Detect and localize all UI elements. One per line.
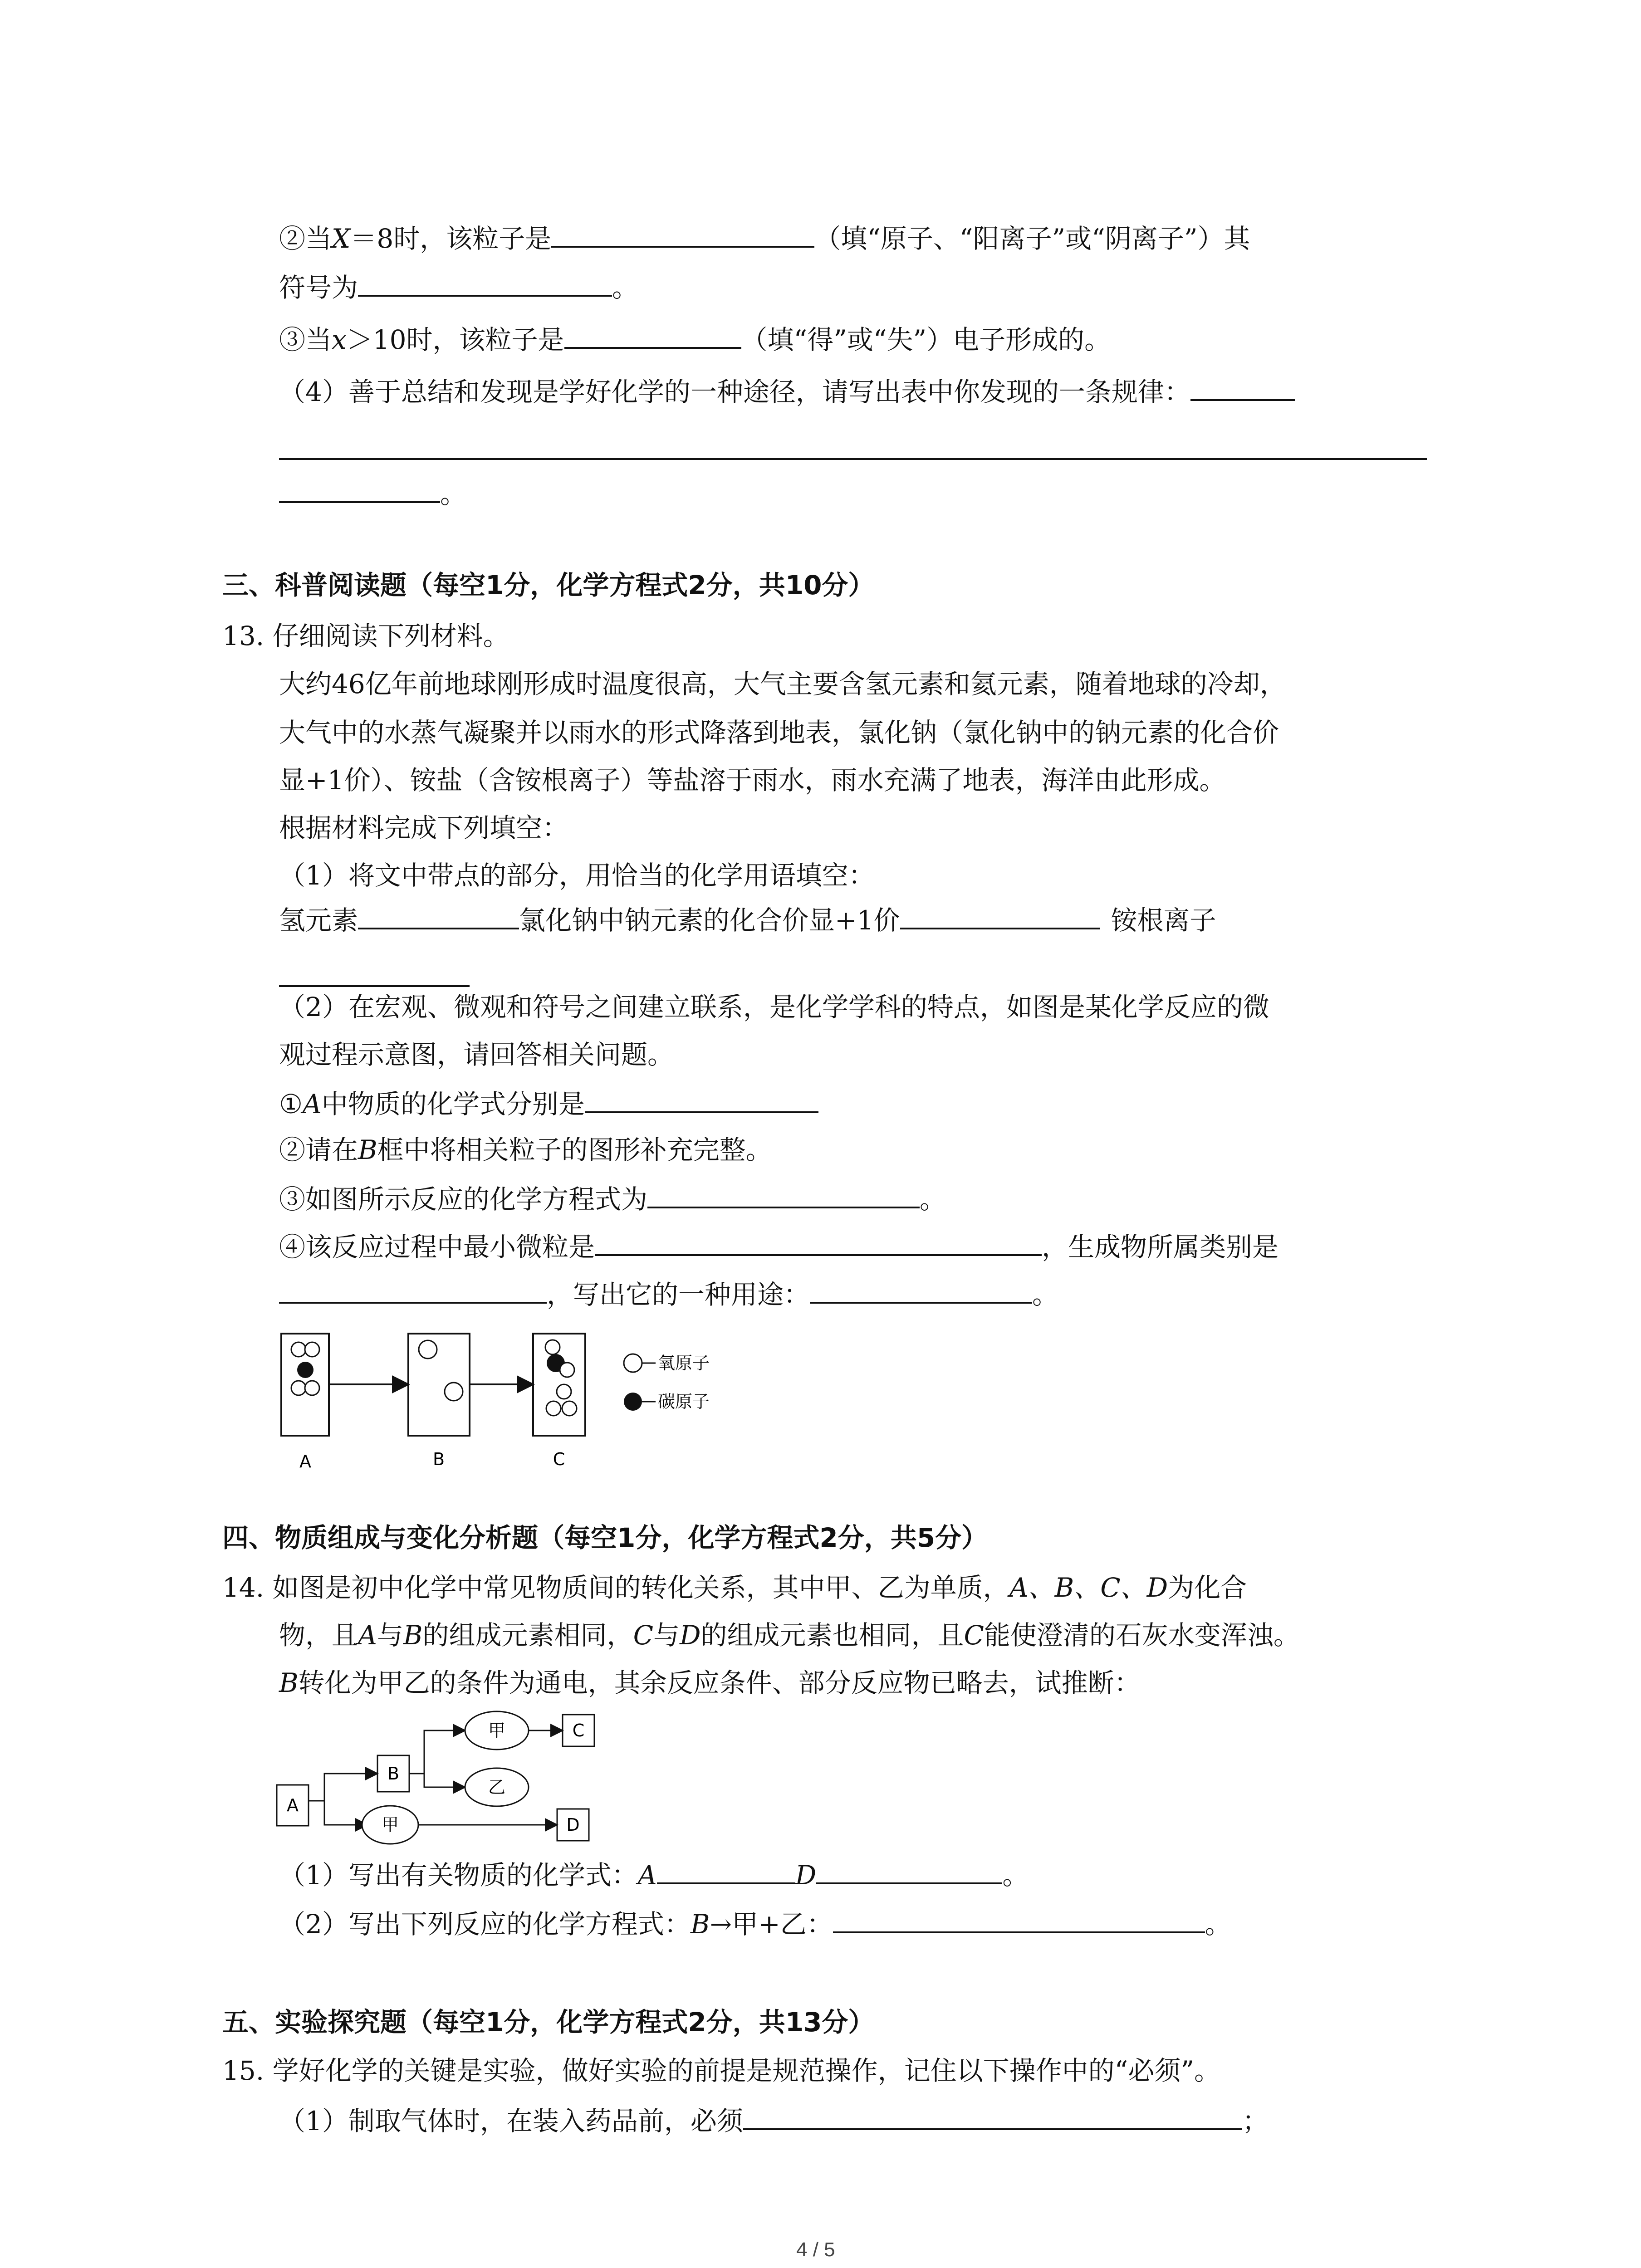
question-stem: 15. 学好化学的关键是实验，做好实验的前提是规范操作，记住以下操作中的“必须”。: [222, 2055, 1220, 2086]
text: 与: [653, 1620, 680, 1651]
answer-rule[interactable]: [279, 985, 470, 987]
question-stem: 13. 仔细阅读下列材料。: [222, 621, 509, 651]
period: 。: [440, 479, 467, 509]
text: ，写出它的一种用途：: [547, 1279, 810, 1310]
carbon-atom-icon: [297, 1362, 314, 1378]
answer-blank[interactable]: [900, 900, 1100, 929]
transformation-diagram: [272, 1706, 617, 1851]
answer-blank[interactable]: [595, 1227, 1042, 1256]
period: 。: [1205, 1909, 1231, 1940]
var-a: A: [303, 1089, 322, 1119]
q12-sub4-end: [279, 474, 466, 512]
q14-sub2: [279, 1904, 1231, 1942]
answer-blank[interactable]: [833, 1904, 1205, 1933]
q13-sub2: 观过程示意图，请回答相关问题。: [279, 1039, 674, 1070]
var-x: X: [332, 223, 351, 254]
answer-blank[interactable]: [551, 219, 814, 248]
oxygen-atom-icon: [546, 1401, 561, 1416]
arrow: [324, 1801, 367, 1825]
q14-line1: [222, 1569, 1247, 1606]
q12-sub2-line1: [279, 219, 1250, 257]
hint-text: （填“原子、“阳离子”或“阴离子”）其: [814, 223, 1250, 254]
section-heading: 四、物质组成与变化分析题（每空1分，化学方程式2分，共5分）: [222, 1522, 988, 1553]
label-yi: 乙: [488, 1777, 506, 1797]
oxygen-atom-icon: [562, 1401, 577, 1416]
label-c: C: [572, 1721, 585, 1740]
page-number: 4 / 5: [796, 2239, 835, 2261]
oxygen-atom-icon: [291, 1342, 306, 1357]
q14-sub1: [279, 1855, 1029, 1893]
q12-sub3: [279, 320, 1111, 358]
answer-blank[interactable]: [647, 1179, 920, 1208]
answer-blank[interactable]: [816, 1855, 1002, 1884]
section-heading: 三、科普阅读题（每空1分，化学方程式2分，共10分）: [222, 570, 875, 601]
text: （4）善于总结和发现是学好化学的一种途径，请写出表中你发现的一条规律：: [279, 376, 1190, 407]
period: 。: [920, 1184, 946, 1215]
var: D: [679, 1620, 701, 1651]
oxygen-atom-icon: [560, 1363, 574, 1377]
q13-q4-line2: [279, 1275, 1058, 1313]
text: （1）制取气体时，在装入药品前，必须: [279, 2106, 743, 2136]
oxygen-atom-icon: [291, 1381, 306, 1395]
text: 符号为: [279, 272, 358, 303]
answer-blank[interactable]: [810, 1275, 1032, 1304]
text: ③当: [279, 324, 332, 355]
var: A: [358, 1620, 377, 1651]
oxygen-atom-icon: [557, 1384, 571, 1399]
vars: A、B、C、D: [1009, 1572, 1168, 1603]
q14-line2: [279, 1617, 1300, 1653]
label-a: A: [287, 1795, 299, 1815]
text: 框中将相关粒子的图形补充完整。: [377, 1134, 772, 1165]
answer-blank[interactable]: [743, 2101, 1242, 2130]
text: 氯化钠中钠元素的化合价显+1价: [519, 905, 900, 936]
text: 为化合: [1168, 1572, 1247, 1603]
arrow: [309, 1774, 377, 1801]
text: →甲+乙：: [710, 1909, 833, 1940]
text: ＝8时，该粒子是: [350, 223, 552, 254]
q15-sub1: [279, 2101, 1269, 2139]
section-heading: 五、实验探究题（每空1分，化学方程式2分，共13分）: [222, 2007, 875, 2038]
reading-para: 大约46亿年前地球刚形成时温度很高，大气主要含氢元素和氦元素，随着地球的冷却，: [279, 669, 1286, 699]
legend-oxygen: 氧原子: [658, 1353, 710, 1373]
text: ①: [279, 1089, 303, 1119]
text: 的组成元素也相同，且: [700, 1620, 964, 1651]
label-b: B: [387, 1764, 400, 1784]
text: ，生成物所属类别是: [1042, 1232, 1279, 1262]
text: 氢元素: [279, 905, 358, 936]
text: ④该反应过程中最小微粒是: [279, 1232, 595, 1262]
text: ＞10时，该粒子是: [346, 324, 564, 355]
period: 。: [1002, 1860, 1029, 1891]
label-jia: 甲: [381, 1815, 399, 1835]
q13-q1: [279, 1084, 818, 1122]
label-c: C: [553, 1449, 565, 1469]
var-b: B: [358, 1134, 377, 1165]
var: A: [637, 1860, 657, 1891]
text: 物，且: [279, 1620, 358, 1651]
carbon-legend-icon: [624, 1393, 642, 1411]
label-d: D: [566, 1815, 580, 1835]
semicolon: ；: [1242, 2106, 1269, 2136]
arrow: [409, 1730, 465, 1774]
oxygen-atom-icon: [545, 1340, 560, 1354]
text: 铵根离子: [1111, 905, 1216, 936]
oxygen-atom-icon: [305, 1342, 319, 1357]
answer-blank[interactable]: [358, 268, 612, 297]
answer-blank[interactable]: [279, 1275, 547, 1304]
q14-line3: [279, 1665, 1141, 1701]
label-a: A: [299, 1452, 311, 1471]
var: C: [964, 1620, 984, 1651]
var: B: [690, 1909, 710, 1940]
q13-sub2: （2）在宏观、微观和符号之间建立联系，是化学学科的特点，如图是某化学反应的微: [279, 992, 1269, 1022]
q13-sub1: （1）将文中带点的部分，用恰当的化学用语填空：: [279, 860, 875, 891]
answer-blank[interactable]: [657, 1855, 795, 1884]
arrow: [424, 1774, 465, 1787]
oxygen-atom-icon: [305, 1381, 319, 1395]
answer-rule[interactable]: [279, 458, 1427, 460]
text: 转化为甲乙的条件为通电，其余反应条件、部分反应物已略去，试推断：: [298, 1667, 1141, 1698]
answer-blank[interactable]: [279, 474, 440, 503]
q13-q3: [279, 1179, 946, 1217]
oxygen-legend-icon: [624, 1354, 642, 1372]
var-x: x: [332, 324, 347, 355]
reading-para: 显+1价）、铵盐（含铵根离子）等盐溶于雨水，雨水充满了地表，海洋由此形成。: [279, 765, 1226, 796]
answer-blank[interactable]: [358, 900, 519, 929]
answer-blank[interactable]: [1190, 372, 1295, 401]
reaction-diagram: [272, 1325, 771, 1479]
label-jia: 甲: [488, 1721, 506, 1740]
oxygen-atom-icon: [419, 1340, 437, 1359]
answer-blank[interactable]: [585, 1084, 818, 1113]
text: 与: [377, 1620, 403, 1651]
text: ③如图所示反应的化学方程式为: [279, 1184, 648, 1215]
q13-q4: [279, 1227, 1279, 1265]
answer-blank[interactable]: [564, 320, 741, 349]
var: B: [403, 1620, 423, 1651]
hint-text: （填“得”或“失”）电子形成的。: [741, 324, 1111, 355]
label-b: B: [432, 1449, 445, 1469]
period: 。: [612, 272, 639, 303]
oxygen-atom-icon: [445, 1383, 463, 1401]
text: （1）写出有关物质的化学式：: [279, 1860, 638, 1891]
text: （2）写出下列反应的化学方程式：: [279, 1909, 691, 1940]
text: 能使澄清的石灰水变浑浊。: [984, 1620, 1300, 1651]
q13-q2: [279, 1132, 772, 1168]
q12-sub2-line2: [279, 268, 638, 306]
text: ②请在: [279, 1134, 358, 1165]
period: 。: [1032, 1279, 1059, 1310]
reading-para: 大气中的水蒸气凝聚并以雨水的形式降落到地表，氯化钠（氯化钠中的钠元素的化合价: [279, 717, 1279, 748]
q12-sub4: [279, 372, 1295, 410]
legend-carbon: 碳原子: [658, 1392, 710, 1412]
var: D: [795, 1860, 817, 1891]
instruction: 根据材料完成下列填空：: [279, 812, 569, 843]
text: 14. 如图是初中化学中常见物质间的转化关系，其中甲、乙为单质，: [222, 1572, 1009, 1603]
text: 中物质的化学式分别是: [321, 1089, 585, 1119]
var: B: [279, 1667, 299, 1698]
var: C: [633, 1620, 653, 1651]
text: ②当: [279, 223, 332, 254]
text: 的组成元素相同，: [422, 1620, 633, 1651]
q13-fill-line: [279, 900, 1216, 938]
